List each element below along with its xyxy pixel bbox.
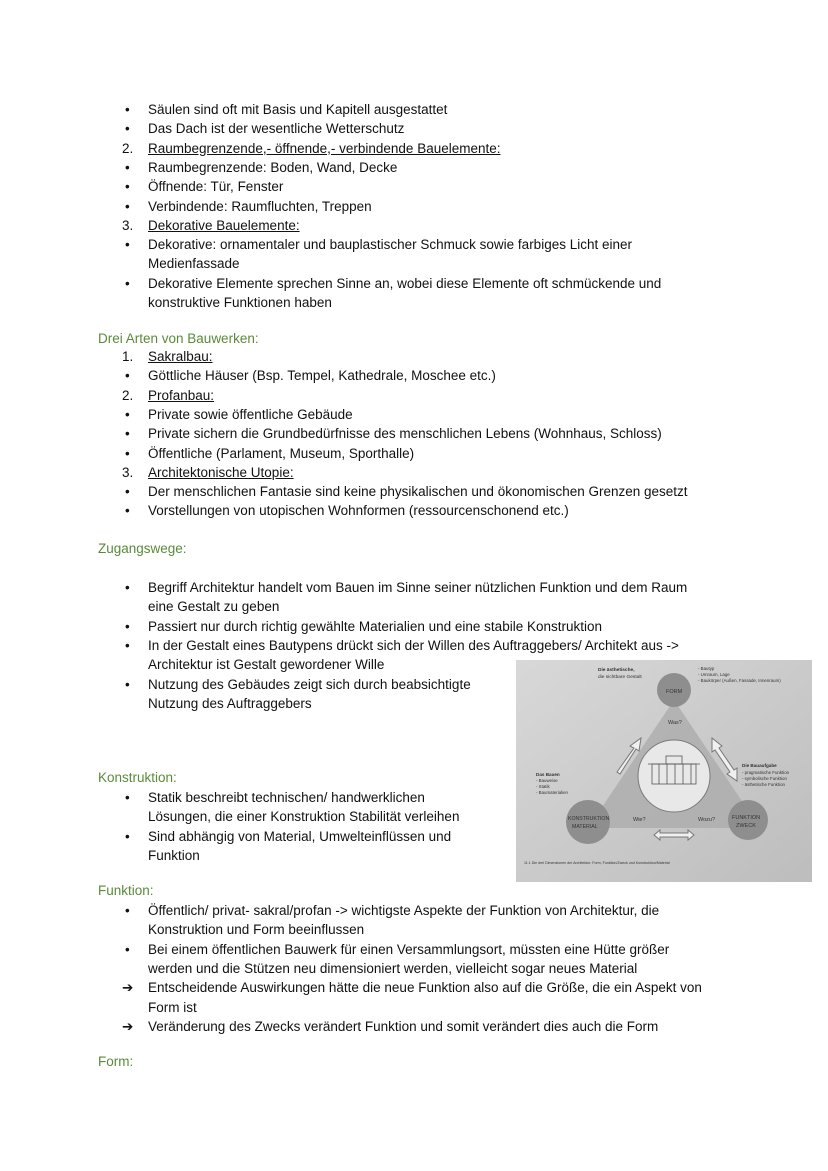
list-marker: ➔: [122, 1018, 134, 1034]
node-funktion-label: FUNKTION: [732, 815, 761, 821]
list-item-text: Statik beschreibt technischen/ handwerklichen: [148, 790, 425, 805]
heading-form: Form:: [98, 1054, 134, 1069]
list-item-text: Entscheidende Auswirkungen hätte die neue Funktion also auf die Größe, die ein Aspekt von: [148, 980, 702, 996]
list-marker: •: [125, 445, 130, 461]
list-item-text: Öffentliche (Parlament, Museum, Sporthalle): [148, 445, 415, 461]
list-marker: •: [125, 903, 130, 918]
heading-konstruktion: Konstruktion:: [98, 770, 177, 785]
list-marker: •: [125, 426, 130, 442]
heading-funktion: Funktion:: [98, 883, 154, 898]
list-item-text: Nutzung des Gebäudes zeigt sich durch beabsichtigte: [148, 676, 471, 692]
list-marker: 2.: [122, 140, 134, 156]
wozu-label: Wozu?: [698, 817, 716, 823]
list-item-text: Konstruktion und Form beeinflussen: [148, 922, 365, 938]
list-marker: •: [125, 237, 130, 253]
heading-zugangswege: Zugangswege:: [98, 541, 187, 556]
right-text-1: Die Bauaufgabe: [742, 763, 777, 768]
list-item-text: Private sowie öffentliche Gebäude: [148, 406, 353, 422]
list-item-text: Göttliche Häuser (Bsp. Tempel, Kathedrale, Moschee etc.): [148, 368, 496, 384]
list-item-text: Verbindende: Raumfluchten, Treppen: [148, 198, 372, 214]
top-right-text-2: - Umraum, Lage: [698, 672, 730, 677]
left-text-3: - Statik: [536, 784, 550, 789]
list-marker: •: [125, 828, 130, 844]
list-marker: •: [125, 676, 130, 692]
list-item-text: Säulen sind oft mit Basis und Kapitell ausgestattet: [148, 102, 448, 117]
left-text-4: - Baumaterialien: [536, 790, 568, 795]
list-item-text: Dekorative Elemente sprechen Sinne an, wobei diese Elemente oft schmückende und: [148, 275, 662, 291]
list-item-text: Sind abhängig von Material, Umwelteinflüssen und: [148, 828, 452, 844]
list-item-text: Bei einem öffentlichen Bauwerk für einen Versammlungsort, müssten eine Hütte größer: [148, 941, 670, 957]
list-item-text: Medienfassade: [148, 256, 240, 272]
node-material-label: MATERIAL: [572, 824, 598, 830]
wie-label: Wie?: [633, 817, 646, 823]
list-item-text: Dekorative: ornamentaler und bauplastischer Schmuck sowie farbiges Licht einer: [148, 237, 632, 253]
top-left-text-1: Die ästhetische,: [598, 668, 635, 673]
top-right-text-3: - Baukörper (Außen, Fassade, Innenraum): [698, 678, 781, 683]
list-marker: •: [125, 275, 130, 291]
list-marker: •: [125, 368, 130, 384]
diagram-caption: 11.1 Die drei Dimensionen der Architektur: Form, Funktion/Zweck und Konstruktion/Material: [524, 861, 670, 865]
list-marker: •: [125, 790, 130, 805]
list-item-text: Begriff Architektur handelt vom Bauen im Sinne seiner nützlichen Funktion und dem Raum: [148, 580, 688, 595]
list-marker: •: [125, 102, 130, 117]
list-item-text: Das Dach ist der wesentliche Wetterschutz: [148, 121, 405, 137]
right-text-4: - ästhetische Funktion: [742, 782, 785, 787]
list-marker: 1.: [122, 349, 134, 364]
list-marker: •: [125, 406, 130, 422]
node-form-label: FORM: [666, 689, 683, 695]
list-item-text: werden und die Stützen neu dimensioniert werden, vielleicht sogar neues Material: [148, 960, 638, 976]
right-text-3: - symbolische Funktion: [742, 776, 787, 781]
list-item-text: Dekorative Bauelemente:: [148, 217, 300, 233]
list-marker: •: [125, 198, 130, 214]
list-marker: •: [125, 580, 130, 595]
list-item-text: Private sichern die Grundbedürfnisse des menschlichen Lebens (Wohnhaus, Schloss): [148, 426, 662, 442]
list-item-text: Lösungen, die einer Konstruktion Stabilität verleihen: [148, 809, 460, 825]
list-item-text: In der Gestalt eines Bautypens drückt sich der Willen des Auftraggebers/ Architekt aus ->: [148, 637, 679, 653]
was-label: Was?: [668, 720, 682, 726]
list-marker: 3.: [122, 464, 134, 480]
list-item-text: Architektonische Utopie:: [148, 464, 294, 480]
top-right-text-1: - Bautyp: [698, 666, 715, 671]
node-konstruktion-label: KONSTRUKTION: [568, 816, 610, 822]
list-item-text: Passiert nur durch richtig gewählte Materialien und eine stabile Konstruktion: [148, 618, 602, 634]
list-marker: •: [125, 484, 130, 500]
list-item-text: Form ist: [148, 999, 197, 1015]
list-item-text: Raumbegrenzende,- öffnende,- verbindende Bauelemente:: [148, 140, 501, 156]
list-item-text: Öffentlich/ privat- sakral/profan -> wichtigste Aspekte der Funktion von Architektur, die: [148, 903, 660, 918]
list-item-text: Öffnende: Tür, Fenster: [148, 179, 284, 195]
list-marker: 3.: [122, 217, 134, 233]
list-item-text: Veränderung des Zwecks verändert Funktion und somit verändert dies auch die Form: [148, 1018, 659, 1034]
right-text-2: - pragmatische Funktion: [742, 770, 790, 775]
list-item-text: Funktion: [148, 847, 200, 863]
list-item-text: Vorstellungen von utopischen Wohnformen (ressourcenschonend etc.): [148, 503, 569, 519]
list-marker: 2.: [122, 387, 134, 403]
list-item-text: Raumbegrenzende: Boden, Wand, Decke: [148, 159, 398, 175]
left-text-1: Das Bauen: [536, 772, 560, 777]
top-left-text-2: die sichtbare Gestalt: [598, 675, 642, 680]
list-item-text: Architektur ist Gestalt gewordener Wille: [148, 657, 385, 673]
list-item-text: Der menschlichen Fantasie sind keine physikalischen und ökonomischen Grenzen gesetzt: [148, 484, 688, 500]
list-marker: •: [125, 503, 130, 519]
list-marker: •: [125, 637, 130, 653]
left-text-2: - Bauweise: [536, 778, 558, 783]
architecture-dimensions-diagram: [516, 660, 812, 882]
list-marker: ➔: [122, 980, 134, 996]
node-zweck-label: ZWECK: [736, 823, 756, 829]
list-marker: •: [125, 941, 130, 957]
list-marker: •: [125, 618, 130, 634]
heading-drei-arten: Drei Arten von Bauwerken:: [98, 331, 259, 346]
list-item-text: Profanbau:: [148, 387, 215, 403]
list-marker: •: [125, 121, 130, 137]
list-item-text: konstruktive Funktionen haben: [148, 295, 332, 310]
list-item-text: eine Gestalt zu geben: [148, 599, 280, 615]
list-item-text: Sakralbau:: [148, 349, 213, 364]
list-marker: •: [125, 179, 130, 195]
list-item-text: Nutzung des Auftraggebers: [148, 695, 312, 711]
list-marker: •: [125, 159, 130, 175]
